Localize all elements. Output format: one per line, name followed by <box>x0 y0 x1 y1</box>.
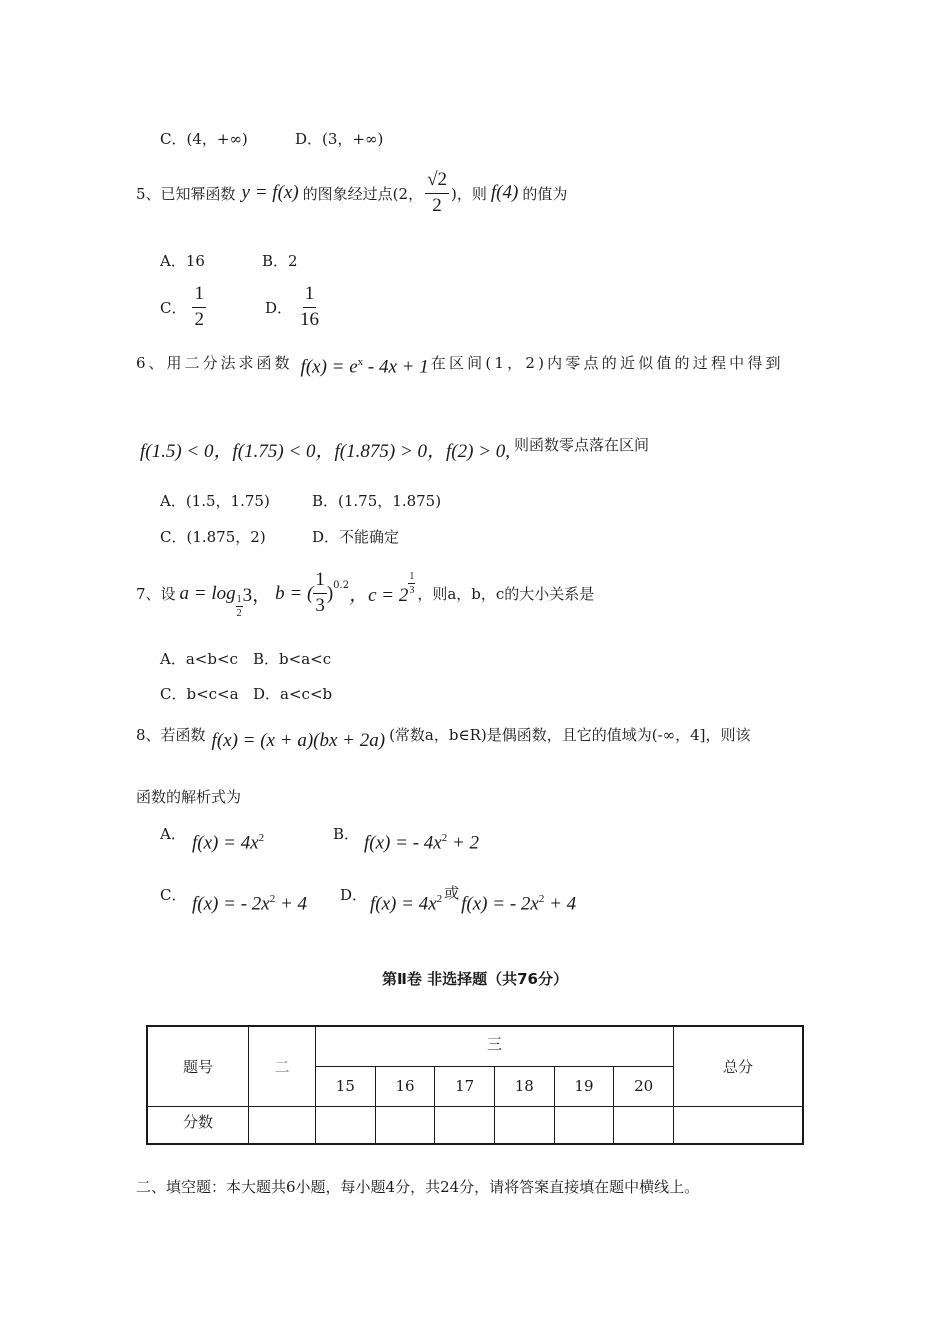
score-table-header-three: 三 <box>316 1026 674 1066</box>
q5-frac-num: √2 <box>425 170 449 194</box>
q7-prefix: 7、设 <box>136 585 176 603</box>
q6-func <box>301 356 429 378</box>
q8-option-a-sq: 2 <box>258 832 265 844</box>
q8-func: f(x) = (x + a)(bx + 2a) <box>211 730 386 751</box>
q8-prefix: 8、若函数 <box>136 725 206 744</box>
q7-b-exp: 0.2 <box>333 580 350 591</box>
q5-option-c-num: 1 <box>192 284 206 308</box>
q7-a-base <box>236 594 243 619</box>
q6-func-base: f(x) = e <box>300 356 358 378</box>
q7-option-b: B．b<a<c <box>253 650 332 668</box>
score-cell <box>494 1106 554 1144</box>
q7-b-expr: b = ( <box>275 582 314 604</box>
q5-prefix: 5、已知幂函数 <box>136 184 236 203</box>
score-table-subcol: 17 <box>435 1066 495 1106</box>
q6-option-a: A．(1.5，1.75) <box>160 492 270 510</box>
question-7 <box>136 568 594 619</box>
q5-fraction <box>425 170 449 217</box>
q5-option-d-label: D． <box>265 298 293 317</box>
q6-option-c: C．(1.875，2) <box>160 528 266 546</box>
q7-suffix: ，则a，b，c的大小关系是 <box>417 585 595 603</box>
score-table-header-total: 总分 <box>674 1026 804 1106</box>
q8-option-d2-rest: + 4 <box>544 893 577 915</box>
q7-b-close: ) <box>326 582 334 604</box>
q5-suffix: 的值为 <box>522 184 568 203</box>
q6-func-exp: x <box>357 356 364 368</box>
q6-conditions: f(1.5) < 0，f(1.75) < 0，f(1.875) > 0，f(2) > 0, <box>140 441 511 462</box>
q7-b-frac <box>313 570 327 617</box>
q8-option-b-expr: f(x) = - 4x <box>364 832 442 854</box>
q8-option-a <box>192 832 264 854</box>
score-table-header-two: 二 <box>249 1026 316 1106</box>
score-cell <box>375 1106 435 1144</box>
q5-option-d-den: 16 <box>300 308 320 330</box>
q7-option-a: A．a<b<c <box>160 650 238 668</box>
q5-option-c <box>160 284 206 331</box>
score-table-subcol: 20 <box>614 1066 674 1106</box>
score-cell <box>435 1106 495 1144</box>
q8-option-d <box>370 882 576 915</box>
q4-option-d: D．(3，+∞) <box>295 130 384 148</box>
q8-option-c-sq: 2 <box>269 893 276 905</box>
q7-b-den: 3 <box>315 595 325 616</box>
q7-b-num: 1 <box>313 570 327 594</box>
q8-option-c-rest: + 4 <box>275 893 308 915</box>
q7-a-arg: 3， <box>242 585 272 606</box>
score-cell <box>316 1106 376 1144</box>
q5-option-a: A．16 <box>160 252 205 270</box>
q6-option-b: B．(1.75，1.875) <box>312 492 442 510</box>
part2-title: 第Ⅱ卷 非选择题（共76分） <box>382 970 568 988</box>
q7-option-d: D．a<c<b <box>253 685 333 703</box>
q8-option-d2 <box>461 893 576 915</box>
q8-option-c-label: C． <box>160 886 187 904</box>
q8-option-a-label: A． <box>160 825 186 843</box>
q6-suffix: 在区间(1，2)内零点的近似值的过程中得到 <box>430 353 784 372</box>
score-table-subcol: 19 <box>554 1066 614 1106</box>
q5-option-c-label: C． <box>160 298 187 317</box>
q8-option-d1-sq: 2 <box>436 893 443 905</box>
q8-option-a-expr: f(x) = 4x <box>192 832 259 854</box>
score-table-subcol: 15 <box>316 1066 376 1106</box>
score-table-subcol: 18 <box>494 1066 554 1106</box>
q7-a-expr: a = log <box>179 582 236 604</box>
score-cell <box>554 1106 614 1144</box>
q5-option-c-den: 2 <box>194 308 204 330</box>
q7-c-exp-num: 1 <box>409 571 415 582</box>
q8-option-d1-expr: f(x) = 4x <box>370 893 437 915</box>
fill-in-instructions: 二、填空题：本大题共6小题，每小题4分，共24分，请将答案直接填在题中横线上。 <box>136 1178 700 1196</box>
q8-option-b-rest: + 2 <box>447 832 480 854</box>
question-6 <box>136 346 816 378</box>
q8-option-d-label: D． <box>340 886 368 904</box>
q8-option-b-sq: 2 <box>441 832 448 844</box>
q5-after: )，则 <box>451 184 487 203</box>
q5-frac-den: 2 <box>432 194 442 216</box>
q8-suffix: (常数a，b∈R)是偶函数，且它的值域为(-∞，4]，则该 <box>389 725 751 744</box>
question-5 <box>136 170 567 217</box>
score-table <box>146 1025 804 1145</box>
score-table-header-num: 题号 <box>147 1026 249 1106</box>
q8-option-d2-expr: f(x) = - 2x <box>461 893 539 915</box>
q8-option-b <box>364 832 479 854</box>
q5-option-c-fraction <box>192 284 206 331</box>
q7-a-base-den: 2 <box>236 608 242 619</box>
score-cell <box>614 1106 674 1144</box>
q5-option-d <box>265 284 321 331</box>
q6-conditions-line <box>140 436 649 463</box>
q4-option-c: C．(4，+∞) <box>160 130 248 148</box>
q8-option-c-expr: f(x) = - 2x <box>192 893 270 915</box>
q8-option-d-or: 或 <box>444 884 460 902</box>
score-cell <box>249 1106 316 1144</box>
q7-option-c: C．b<c<a <box>160 685 239 703</box>
q5-func: y = f(x) <box>241 182 299 204</box>
q8-option-d1 <box>370 893 442 915</box>
q5-option-b: B．2 <box>262 252 298 270</box>
q8-option-b-label: B． <box>333 825 360 843</box>
q8-line2: 函数的解析式为 <box>136 788 242 806</box>
q6-prefix: 6、用二分法求函数 <box>136 353 293 372</box>
q7-c-expr: ，c = 2 <box>349 585 409 606</box>
q6-tail: 则函数零点落在区间 <box>514 436 650 454</box>
q6-func-rest: - 4x + 1 <box>363 356 429 378</box>
q8-option-c <box>192 893 307 915</box>
q5-mid: 的图象经过点(2， <box>302 184 424 203</box>
score-cell <box>674 1106 804 1144</box>
q5-option-d-num: 1 <box>303 284 317 308</box>
score-table-subcol: 16 <box>375 1066 435 1106</box>
q7-a-base-num: 1 <box>236 594 242 605</box>
question-8 <box>136 716 816 752</box>
score-table-row-score: 分数 <box>147 1106 249 1144</box>
q5-option-d-fraction <box>298 284 321 331</box>
q5-func2: f(4) <box>490 182 519 204</box>
q8-option-d2-sq: 2 <box>538 893 545 905</box>
q7-c-exp <box>408 571 415 596</box>
q7-c-exp-den: 3 <box>409 585 415 596</box>
q6-option-d: D．不能确定 <box>312 528 400 546</box>
